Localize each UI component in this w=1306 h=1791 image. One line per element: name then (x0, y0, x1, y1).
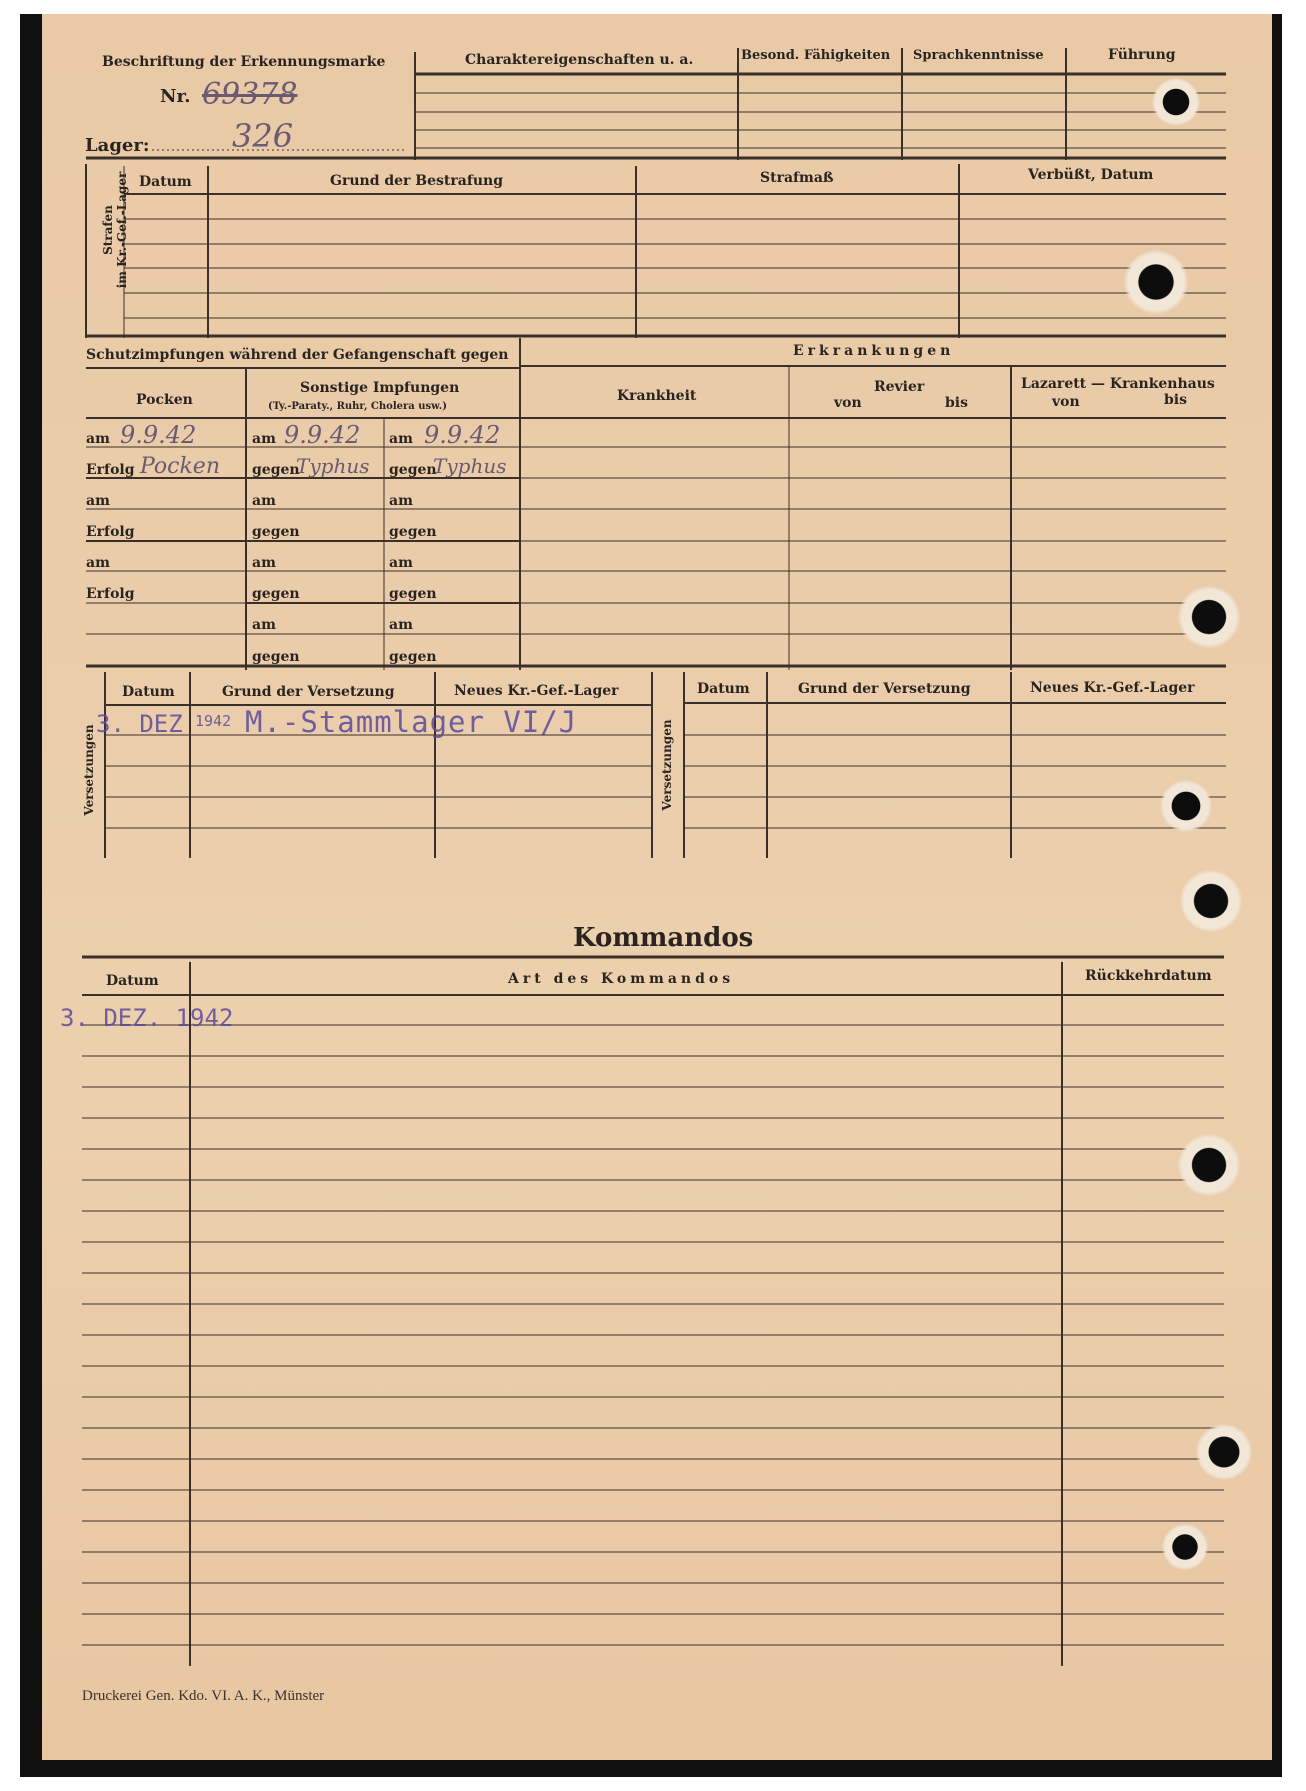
other1-gegen-4: gegen (252, 649, 300, 665)
punch-hole (1152, 78, 1200, 126)
other1-gegen-1: gegen (252, 462, 300, 478)
pox-erfolg-2: Erfolg (86, 524, 135, 540)
illnesses-col-illness: Krankheit (617, 388, 697, 404)
other1-gegen-2: gegen (252, 524, 300, 540)
punch-hole (1160, 780, 1212, 832)
transfers-col-newcamp-right: Neues Kr.-Gef.-Lager (1030, 680, 1195, 696)
kommandos-title: Kommandos (573, 923, 754, 953)
vaccinations-col-other-sub: (Ty.-Paraty., Ruhr, Cholera usw.) (268, 401, 447, 412)
vaccinations-heading: Schutzimpfungen während der Gefangenschaft gegen (86, 347, 509, 363)
other2-am-2: am (389, 493, 413, 509)
other2-gegen-3: gegen (389, 586, 437, 602)
transfer-stamp-date: 3. DEZ (96, 710, 183, 738)
vaccinations-col-pox: Pocken (136, 392, 193, 408)
other2-am-3: am (389, 555, 413, 571)
nr-label: Nr. (160, 86, 191, 107)
punishments-col-date: Datum (139, 174, 192, 190)
kommandos-col-type: Art des Kommandos (508, 971, 735, 987)
other1-gegen-3: gegen (252, 586, 300, 602)
punch-hole (1196, 1424, 1252, 1480)
col-conduct: Führung (1108, 47, 1176, 63)
tag-label: Beschriftung der Erkennungsmarke (102, 54, 386, 70)
other2-against: Typhus (433, 454, 507, 478)
kommandos-stamp-date: 3. DEZ. 1942 (60, 1004, 234, 1032)
col-character: Charaktereigenschaften u. a. (465, 52, 694, 68)
other2-am-4: am (389, 617, 413, 633)
punishments-col-reason: Grund der Bestrafung (330, 173, 504, 189)
other1-am-1: am (252, 431, 276, 447)
illnesses-col-hospital: Lazarett — Krankenhaus (1021, 376, 1215, 392)
transfers-col-reason-left: Grund der Versetzung (222, 684, 395, 700)
punishments-col-measure: Strafmaß (760, 170, 834, 186)
punch-hole (1180, 870, 1242, 932)
printer-imprint: Druckerei Gen. Kdo. VI. A. K., Münster (82, 1688, 325, 1704)
illnesses-heading: Erkrankungen (793, 343, 955, 359)
punishments-side-label-2: im Kr.-Gef.-Lager (115, 171, 129, 289)
other1-am-2: am (252, 493, 276, 509)
transfers-col-date-left: Datum (122, 684, 175, 700)
other2-date: 9.9.42 (424, 421, 501, 449)
transfers-col-newcamp-left: Neues Kr.-Gef.-Lager (454, 683, 619, 699)
transfer-stamp-camp: M.-Stammlager VI/J (245, 705, 578, 739)
illnesses-revier-von: von (834, 395, 862, 411)
other1-against: Typhus (296, 454, 370, 478)
pox-am-3: am (86, 555, 110, 571)
pox-date-1: 9.9.42 (120, 421, 197, 449)
illnesses-hospital-bis: bis (1164, 392, 1187, 408)
other2-gegen-1: gegen (389, 462, 437, 478)
lager-label: Lager: (85, 135, 150, 156)
other1-date: 9.9.42 (284, 421, 361, 449)
punch-hole (1124, 250, 1188, 314)
pox-erfolg-1: Erfolg (86, 462, 135, 478)
punch-hole (1162, 1524, 1208, 1570)
illnesses-col-revier: Revier (874, 379, 925, 395)
col-abilities: Besond. Fähigkeiten (741, 48, 891, 63)
other1-am-4: am (252, 617, 276, 633)
pox-erfolg-3: Erfolg (86, 586, 135, 602)
punishments-side-label (101, 165, 129, 295)
other2-gegen-4: gegen (389, 649, 437, 665)
transfers-col-date-right: Datum (697, 681, 750, 697)
illnesses-revier-bis: bis (945, 395, 968, 411)
illnesses-hospital-von: von (1052, 394, 1080, 410)
vaccinations-col-other: Sonstige Impfungen (300, 380, 460, 396)
kommandos-col-date: Datum (106, 973, 159, 989)
col-languages: Sprachkenntnisse (913, 48, 1044, 63)
pox-am-1: am (86, 431, 110, 447)
transfers-col-reason-right: Grund der Versetzung (798, 681, 971, 697)
transfer-stamp-year: 1942 (195, 712, 232, 730)
nr-value: 69378 (202, 77, 298, 112)
pox-result-1: Pocken (140, 454, 220, 479)
other2-gegen-2: gegen (389, 524, 437, 540)
transfers-side-label-left: Versetzungen (82, 724, 96, 816)
transfers-side-label-right: Versetzungen (660, 719, 674, 811)
kommandos-col-return: Rückkehrdatum (1085, 968, 1212, 984)
lager-value: 326 (232, 117, 294, 155)
punishments-side-label-1: Strafen (101, 205, 115, 255)
punishments-col-served: Verbüßt, Datum (1028, 167, 1154, 183)
pox-am-2: am (86, 493, 110, 509)
other2-am-1: am (389, 431, 413, 447)
other1-am-3: am (252, 555, 276, 571)
punch-hole (1178, 586, 1240, 648)
punch-hole (1178, 1134, 1240, 1196)
